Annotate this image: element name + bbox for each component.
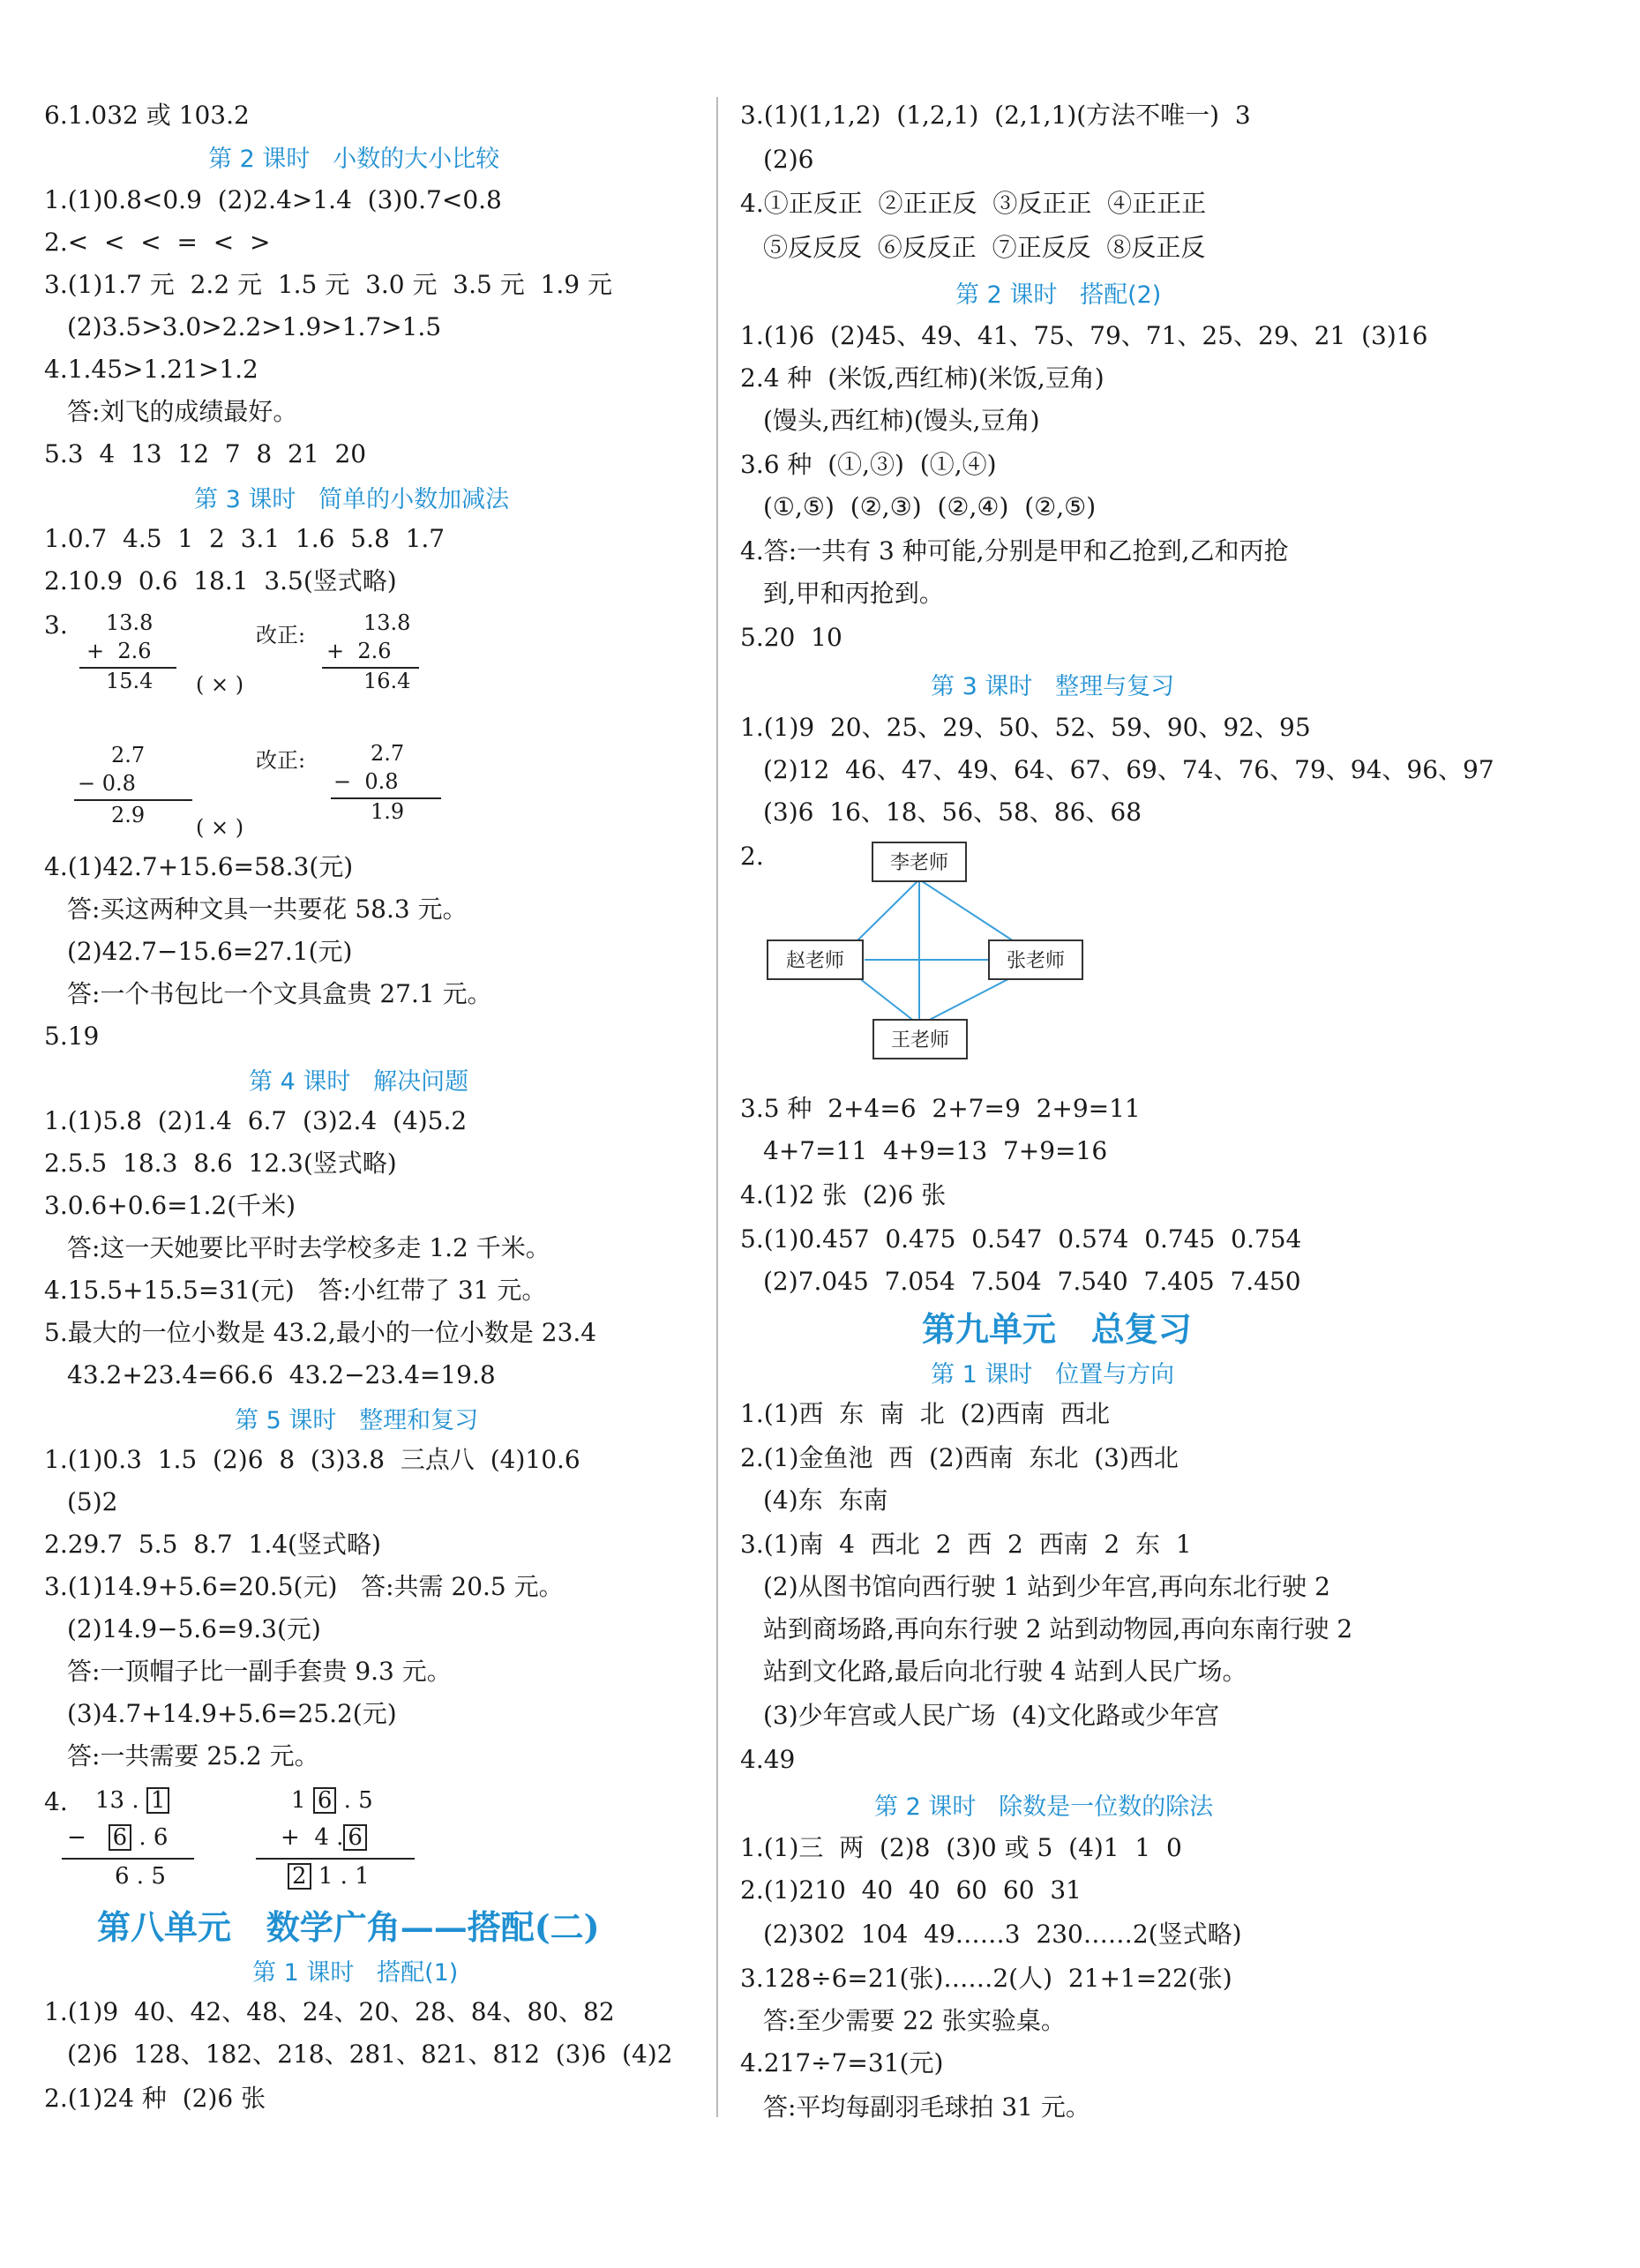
- calc-row: 2.9: [111, 803, 146, 827]
- answer-line: 5.最大的一位小数是 43.2,最小的一位小数是 23.4: [44, 1318, 597, 1347]
- answer-line: 3.(1)1.7 元 2.2 元 1.5 元 3.0 元 3.5 元 1.9 元: [44, 270, 612, 299]
- calc-row: 13.8: [363, 610, 411, 635]
- answer-line: (2)12 46、47、49、64、67、69、74、76、79、94、96、97: [763, 755, 1494, 784]
- answer-line: 2.10.9 0.6 18.1 3.5(竖式略): [44, 566, 397, 595]
- answer-6: 6.1.032 或 103.2: [44, 101, 250, 130]
- calc-digits: 13 .: [95, 1787, 139, 1814]
- answer-line: (馒头,西红柿)(馒头,豆角): [763, 406, 1040, 435]
- filled-box: 6: [343, 1824, 367, 1851]
- answer-line: 3.: [44, 610, 68, 640]
- calc-row: [291, 1787, 373, 1814]
- answer-line: 3.5 种 2+4=6 2+7=9 2+9=11: [740, 1094, 1141, 1123]
- calc-digits: . 5: [343, 1787, 373, 1814]
- calc-row: 15.4: [106, 669, 154, 693]
- node-bottom-label: 王老师: [890, 1029, 950, 1052]
- answer-line: 1.(1)0.8<0.9 (2)2.4>1.4 (3)0.7<0.8: [44, 185, 502, 214]
- answer-line: 4.(1)2 张 (2)6 张: [740, 1180, 947, 1209]
- answer-line: 5.(1)0.457 0.475 0.547 0.574 0.745 0.754: [740, 1224, 1302, 1254]
- answer-line: 4.答:一共有 3 种可能,分别是甲和乙抢到,乙和丙抢: [740, 536, 1289, 565]
- answer-line: 2.< < < = < >: [44, 228, 271, 257]
- answer-line: 1.(1)三 两 (2)8 (3)0 或 5 (4)1 1 0: [740, 1833, 1182, 1862]
- answer-line: 答:买这两种文具一共要花 58.3 元。: [67, 894, 468, 924]
- answer-line: (3)少年宫或人民广场 (4)文化路或少年宫: [763, 1701, 1220, 1730]
- answer-line: 1.0.7 4.5 1 2 3.1 1.6 5.8 1.7: [44, 524, 446, 553]
- answer-line: 2.29.7 5.5 8.7 1.4(竖式略): [44, 1530, 381, 1559]
- answer-line: 2.(1)金鱼池 西 (2)西南 东北 (3)西北: [740, 1443, 1179, 1472]
- answer-line: (①,⑤) (②,③) (②,④) (②,⑤): [763, 492, 1097, 521]
- answer-line: 答:一个书包比一个文具盒贵 27.1 元。: [67, 979, 492, 1008]
- calc-row: 16.4: [363, 669, 411, 693]
- answer-line: 2.4 种 (米饭,西红柿)(米饭,豆角): [740, 363, 1105, 393]
- node-right-label: 张老师: [1006, 950, 1066, 972]
- filled-box: 6: [313, 1787, 337, 1814]
- correction-label: 改正:: [256, 748, 306, 773]
- lesson-heading: 第 2 课时 小数的大小比较: [208, 146, 500, 173]
- answer-line: 3.6 种 (①,③) (①,④): [740, 450, 997, 479]
- answer-line: 答:刘飞的成绩最好。: [67, 397, 298, 426]
- answer-line: 2.(1)24 种 (2)6 张: [44, 2084, 266, 2113]
- calc-row: [67, 1824, 168, 1851]
- calc-row: [288, 1863, 370, 1890]
- answer-line: (3)6 16、18、56、58、86、68: [763, 797, 1142, 827]
- answer-line: 答:平均每副羽毛球拍 31 元。: [763, 2092, 1090, 2122]
- answer-line: 4.(1)42.7+15.6=58.3(元): [44, 852, 354, 881]
- answer-line: (2)6 128、182、218、281、821、812 (3)6 (4)2: [67, 2040, 673, 2069]
- answer-line: (2)42.7−15.6=27.1(元): [67, 937, 353, 966]
- answer-line: 1.(1)6 (2)45、49、41、75、79、71、25、29、21 (3)16: [740, 321, 1428, 350]
- answer-line: 4.15.5+15.5=31(元) 答:小红带了 31 元。: [44, 1276, 547, 1305]
- answer-line: 43.2+23.4=66.6 43.2−23.4=19.8: [67, 1360, 496, 1389]
- answer-line: (2)6: [763, 145, 814, 174]
- calc-row: 2.7: [111, 743, 146, 767]
- column-divider: [716, 97, 718, 2117]
- calc-row: 6 . 5: [115, 1863, 166, 1890]
- answer-line: 3.(1)14.9+5.6=20.5(元) 答:共需 20.5 元。: [44, 1572, 564, 1601]
- answer-line: 2.: [740, 842, 764, 871]
- answer-line: 站到文化路,最后向北行驶 4 站到人民广场。: [763, 1657, 1247, 1686]
- correction-label: 改正:: [256, 623, 306, 647]
- answer-line: 答:一顶帽子比一副手套贵 9.3 元。: [67, 1657, 452, 1686]
- calc-row: [95, 1787, 169, 1814]
- answer-line: (2)7.045 7.054 7.504 7.540 7.405 7.450: [763, 1267, 1301, 1296]
- lesson-heading: 第 2 课时 除数是一位数的除法: [874, 1793, 1214, 1821]
- calc-row: + 2.6: [326, 639, 392, 663]
- answer-line: 答:至少需要 22 张实验桌。: [763, 2006, 1066, 2035]
- filled-box: 2: [288, 1863, 311, 1890]
- answer-line: 1.(1)西 东 南 北 (2)西南 西北: [740, 1399, 1111, 1428]
- answer-line: (4)东 东南: [763, 1486, 888, 1515]
- answer-line: 5.20 10: [740, 623, 842, 652]
- unit-title: 第八单元 数学广角——搭配(二): [97, 1907, 600, 1947]
- lesson-heading: 第 3 课时 简单的小数加减法: [194, 486, 510, 513]
- calc-row: + 2.6: [86, 639, 152, 663]
- answer-line: 3.(1)(1,1,2) (1,2,1) (2,1,1)(方法不唯一) 3: [740, 101, 1251, 130]
- lesson-heading: 第 4 课时 解决问题: [249, 1068, 469, 1096]
- calc-row: − 0.8: [333, 769, 399, 794]
- lesson-heading: 第 5 课时 整理和复习: [235, 1407, 479, 1434]
- calc-row: − 0.8: [78, 771, 136, 796]
- answer-line: 4.217÷7=31(元): [740, 2048, 944, 2077]
- calc-rule: [74, 799, 192, 801]
- calc-row: [281, 1824, 367, 1851]
- answer-line: 1.(1)9 20、25、29、50、52、59、90、92、95: [740, 713, 1311, 742]
- answer-line: 3.0.6+0.6=1.2(千米): [44, 1191, 296, 1220]
- filled-box: 6: [109, 1824, 132, 1851]
- calc-row: 1.9: [371, 799, 405, 824]
- answer-line: 4.1.45>1.21>1.2: [44, 355, 258, 384]
- answer-line: 3.(1)南 4 西北 2 西 2 西南 2 东 1: [740, 1530, 1192, 1559]
- calc-row: 13.8: [106, 610, 154, 635]
- calc-digits: 1: [291, 1787, 306, 1814]
- answer-line: (2)从图书馆向西行驶 1 站到少年宫,再向东北行驶 2: [763, 1572, 1330, 1601]
- filled-box: 1: [146, 1787, 170, 1814]
- answer-line: 5.19: [44, 1022, 100, 1051]
- lesson-heading: 第 3 课时 整理与复习: [931, 673, 1175, 700]
- answer-line: 1.(1)5.8 (2)1.4 6.7 (3)2.4 (4)5.2: [44, 1106, 468, 1135]
- unit-title: 第九单元 总复习: [922, 1309, 1192, 1349]
- calc-digits: + 4 .: [281, 1824, 344, 1851]
- node-left-label: 赵老师: [785, 950, 845, 972]
- answer-line: (5)2: [67, 1487, 118, 1516]
- answer-line: 1.(1)0.3 1.5 (2)6 8 (3)3.8 三点八 (4)10.6: [44, 1445, 580, 1474]
- answer-line: 2.(1)210 40 40 60 60 31: [740, 1875, 1082, 1905]
- calc-rule: [62, 1858, 194, 1860]
- answer-line: 4+7=11 4+9=13 7+9=16: [763, 1136, 1108, 1165]
- wrong-mark: ( × ): [196, 815, 244, 840]
- calc-sign: −: [67, 1824, 86, 1851]
- answer-line: 答:一共需要 25.2 元。: [67, 1741, 319, 1770]
- lesson-heading: 第 1 课时 搭配(1): [252, 1959, 459, 1987]
- answer-line: 4.: [44, 1787, 68, 1816]
- answer-line: 答:这一天她要比平时去学校多走 1.2 千米。: [67, 1233, 550, 1262]
- answer-line: (3)4.7+14.9+5.6=25.2(元): [67, 1699, 397, 1728]
- answer-line: 到,甲和丙抢到。: [763, 579, 944, 608]
- wrong-mark: ( × ): [196, 672, 244, 697]
- answer-line: 1.(1)9 40、42、48、24、20、28、84、80、82: [44, 1997, 615, 2026]
- node-top-label: 李老师: [889, 852, 949, 874]
- calc-row: 2.7: [371, 741, 405, 766]
- lesson-heading: 第 2 课时 搭配(2): [955, 281, 1162, 309]
- calc-digits: . 6: [139, 1824, 168, 1851]
- answer-line: ⑤反反反 ⑥反反正 ⑦正反反 ⑧反正反: [763, 233, 1206, 262]
- calc-rule: [256, 1858, 415, 1860]
- lesson-heading: 第 1 课时 位置与方向: [931, 1361, 1175, 1388]
- answer-line: (2)3.5>3.0>2.2>1.9>1.7>1.5: [67, 312, 442, 341]
- answer-line: (2)302 104 49……3 230……2(竖式略): [763, 1920, 1242, 1949]
- answer-line: (2)14.9−5.6=9.3(元): [67, 1614, 321, 1643]
- answer-line: 2.5.5 18.3 8.6 12.3(竖式略): [44, 1149, 397, 1178]
- answer-line: 3.128÷6=21(张)……2(人) 21+1=22(张): [740, 1964, 1232, 1993]
- answer-line: 4.49: [740, 1745, 796, 1774]
- answer-line: 5.3 4 13 12 7 8 21 20: [44, 439, 367, 468]
- answer-line: 站到商场路,再向东行驶 2 站到动物园,再向东南行驶 2: [763, 1614, 1353, 1643]
- answer-line: 4.①正反正 ②正正反 ③反正正 ④正正正: [740, 189, 1207, 218]
- calc-digits: 1 . 1: [318, 1863, 370, 1890]
